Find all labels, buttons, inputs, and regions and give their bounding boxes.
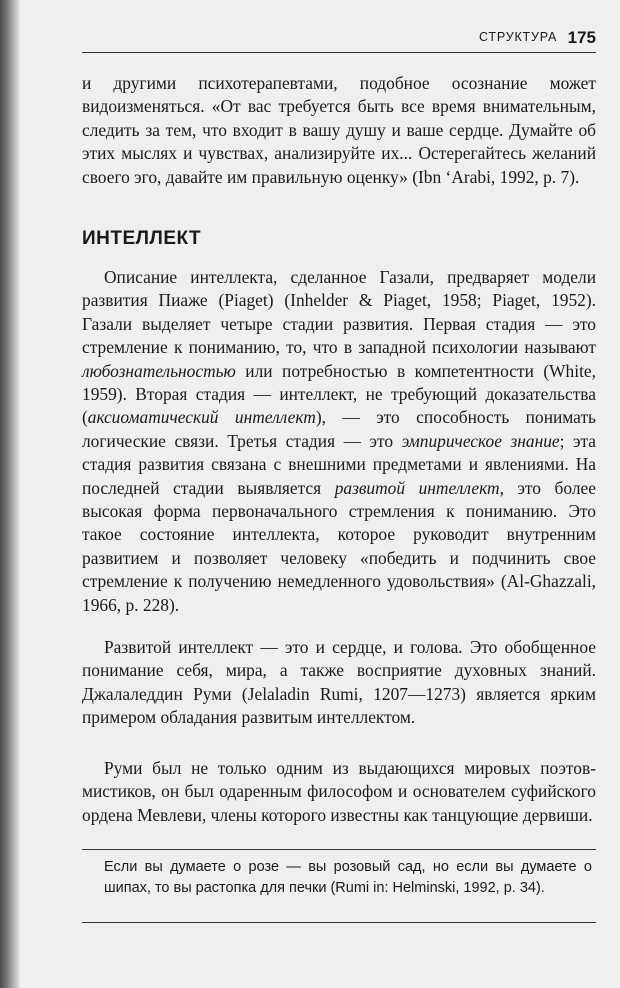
italic-term: эмпирическое знание [401,430,560,451]
text-run: Описание интеллекта, сделанное Газали, предваряет модели развития Пиаже (Piaget) (Inhelder & Piaget, 1958; Piaget, 1952). Газали выделяет четыре стадии развития. Первая стадия — это стремление к пониманию, то, что в западной психологии называют [82,267,596,358]
paragraph-1-block [82,266,596,617]
epigraph-quote: Если вы думаете о розе — вы розовый сад, но если вы думаете о шипах, то вы растопка для печки (Rumi in: Helminski, 1992, p. 34). [104,859,592,896]
italic-term: аксиоматический интеллект [87,407,316,428]
section-heading: ИНТЕЛЛЕКТ [82,228,202,249]
header-rule [82,52,596,53]
text-run: ; эта стадия развития связана с внешними предметами и явлениями. На последней стадии выявляется [82,430,596,498]
book-spine-shadow [0,0,20,988]
italic-term: развитой интеллект [334,477,500,498]
page-number: 175 [567,28,596,47]
intro-paragraph: и другими психотерапевтами, подобное осознание может видоизменяться. «От вас требуется быть все время внимательным, следить за тем, что входит в вашу душу и ваше сердце. Думайте об этих мыслях и чувствах, анализируйте их... Остерегайтесь желаний своего эго, давайте им правильную оценку» (Ibn ‘Arabi, 1992, p. 7). [82,73,596,187]
italic-term: любознательностью [82,360,236,381]
text-run: ), — это способность понимать логические связи. Третья стадия — это [82,407,596,451]
quote-top-rule [82,849,596,850]
running-header [82,28,596,50]
intro-block [82,72,596,189]
paragraph-2-block [82,636,596,730]
paragraph-2: Развитой интеллект — это и сердце, и голова. Это обобщенное понимание себя, мира, а также восприятие духовных знаний. Джалаледдин Руми (Jelaladin Rumi, 1207—1273) является ярким примером обладания развитым интеллектом. [82,637,596,728]
running-title: СТРУКТУРА [479,30,558,44]
quote-bottom-rule [82,922,596,923]
paragraph-3: Руми был не только одним из выдающихся мировых поэтов-мистиков, он был одаренным философом и основателем суфийского ордена Мевлеви, члены которого известны как танцующие дервиши. [82,758,596,825]
text-run: или потребностью в компетентности (White, 1959). Вторая стадия — интеллект, не требующий доказательства ( [82,360,596,428]
paragraph-1 [82,266,596,617]
text-run: , это более высокая форма первоначального стремления к пониманию. Это такое состояние интеллекта, которое руководит внутренним развитием и позволяет человеку «победить и подчинить свое стремление к получению немедленного удовольствия» (Al-Ghazzali, 1966, p. 228). [82,477,596,615]
paragraph-3-block [82,757,596,827]
